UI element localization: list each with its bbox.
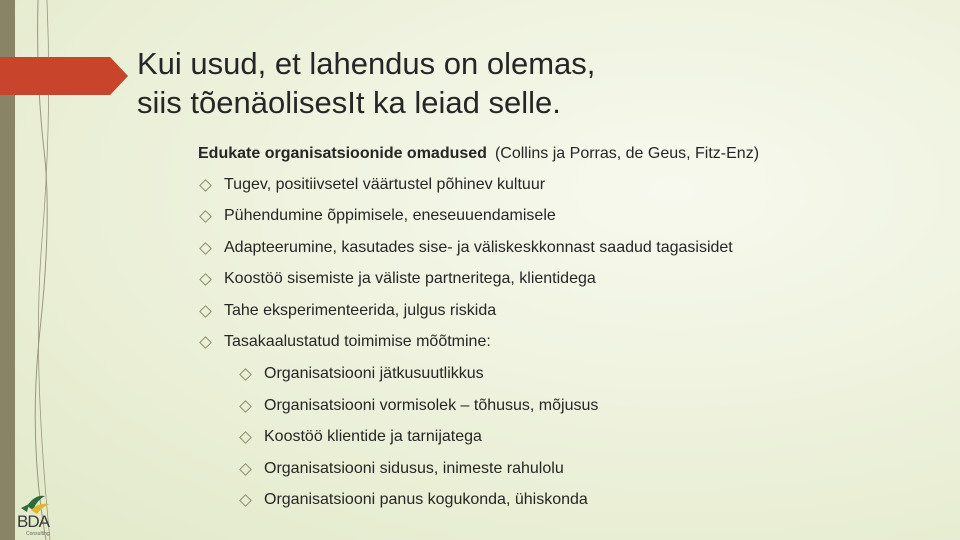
- bullet-item: [198, 331, 491, 353]
- title-arrow-marker: [0, 57, 128, 95]
- section-heading-source: (Collins ja Porras, de Geus, Fitz-Enz): [494, 145, 760, 162]
- slide-title: [137, 44, 897, 122]
- bullet-item: [198, 205, 556, 227]
- sub-bullet-item: [238, 363, 484, 385]
- diamond-bullet-icon: [239, 494, 252, 507]
- diamond-bullet-icon: [239, 400, 252, 413]
- bullet-text: Adapteerumine, kasutades sise- ja väliskeskkonnast saadud tagasisidet: [224, 239, 733, 256]
- sub-bullet-text: Organisatsiooni jätkusuutlikkus: [264, 365, 484, 382]
- bullet-text: Tahe eksperimenteerida, julgus riskida: [224, 302, 497, 319]
- diamond-bullet-icon: [239, 463, 252, 476]
- sub-bullet-item: [238, 489, 588, 511]
- sub-bullet-item: [238, 458, 564, 480]
- bullet-item: [198, 268, 596, 290]
- section-heading: [198, 143, 918, 165]
- diamond-bullet-icon: [199, 336, 212, 349]
- diamond-bullet-icon: [199, 305, 212, 318]
- sub-bullet-item: [238, 395, 598, 417]
- bullet-item: [198, 174, 545, 196]
- diamond-bullet-icon: [199, 179, 212, 192]
- sub-bullet-text: Koostöö klientide ja tarnijatega: [264, 428, 482, 445]
- section-heading-bold: Edukate organisatsioonide omadused: [198, 145, 487, 162]
- sub-bullet-item: [238, 426, 482, 448]
- title-line-2: siis tõenäolisesIt ka leiad selle.: [137, 85, 561, 120]
- bullet-item: [198, 300, 496, 322]
- sub-bullet-text: Organisatsiooni panus kogukonda, ühiskonda: [264, 491, 588, 508]
- bullet-text: Tasakaalustatud toimimise mõõtmine:: [224, 333, 491, 350]
- bullet-text: Tugev, positiivsetel väärtustel põhinev kultuur: [224, 176, 546, 193]
- diamond-bullet-icon: [239, 368, 252, 381]
- title-line-1: Kui usud, et lahendus on olemas,: [137, 46, 596, 81]
- diamond-bullet-icon: [199, 273, 212, 286]
- diamond-bullet-icon: [199, 242, 212, 255]
- bullet-text: Koostöö sisemiste ja väliste partneritega, klientidega: [224, 270, 596, 287]
- logo-subtext: Consulting: [26, 531, 50, 537]
- bullet-item: [198, 237, 733, 259]
- diamond-bullet-icon: [199, 210, 212, 223]
- diamond-bullet-icon: [239, 431, 252, 444]
- sub-bullet-text: Organisatsiooni sidusus, inimeste rahulolu: [264, 460, 564, 477]
- sub-bullet-text: Organisatsiooni vormisolek – tõhusus, mõjusus: [264, 397, 599, 414]
- bullet-text: Pühendumine õppimisele, eneseuuendamisele: [224, 207, 556, 224]
- logo-text: BDA: [17, 512, 49, 531]
